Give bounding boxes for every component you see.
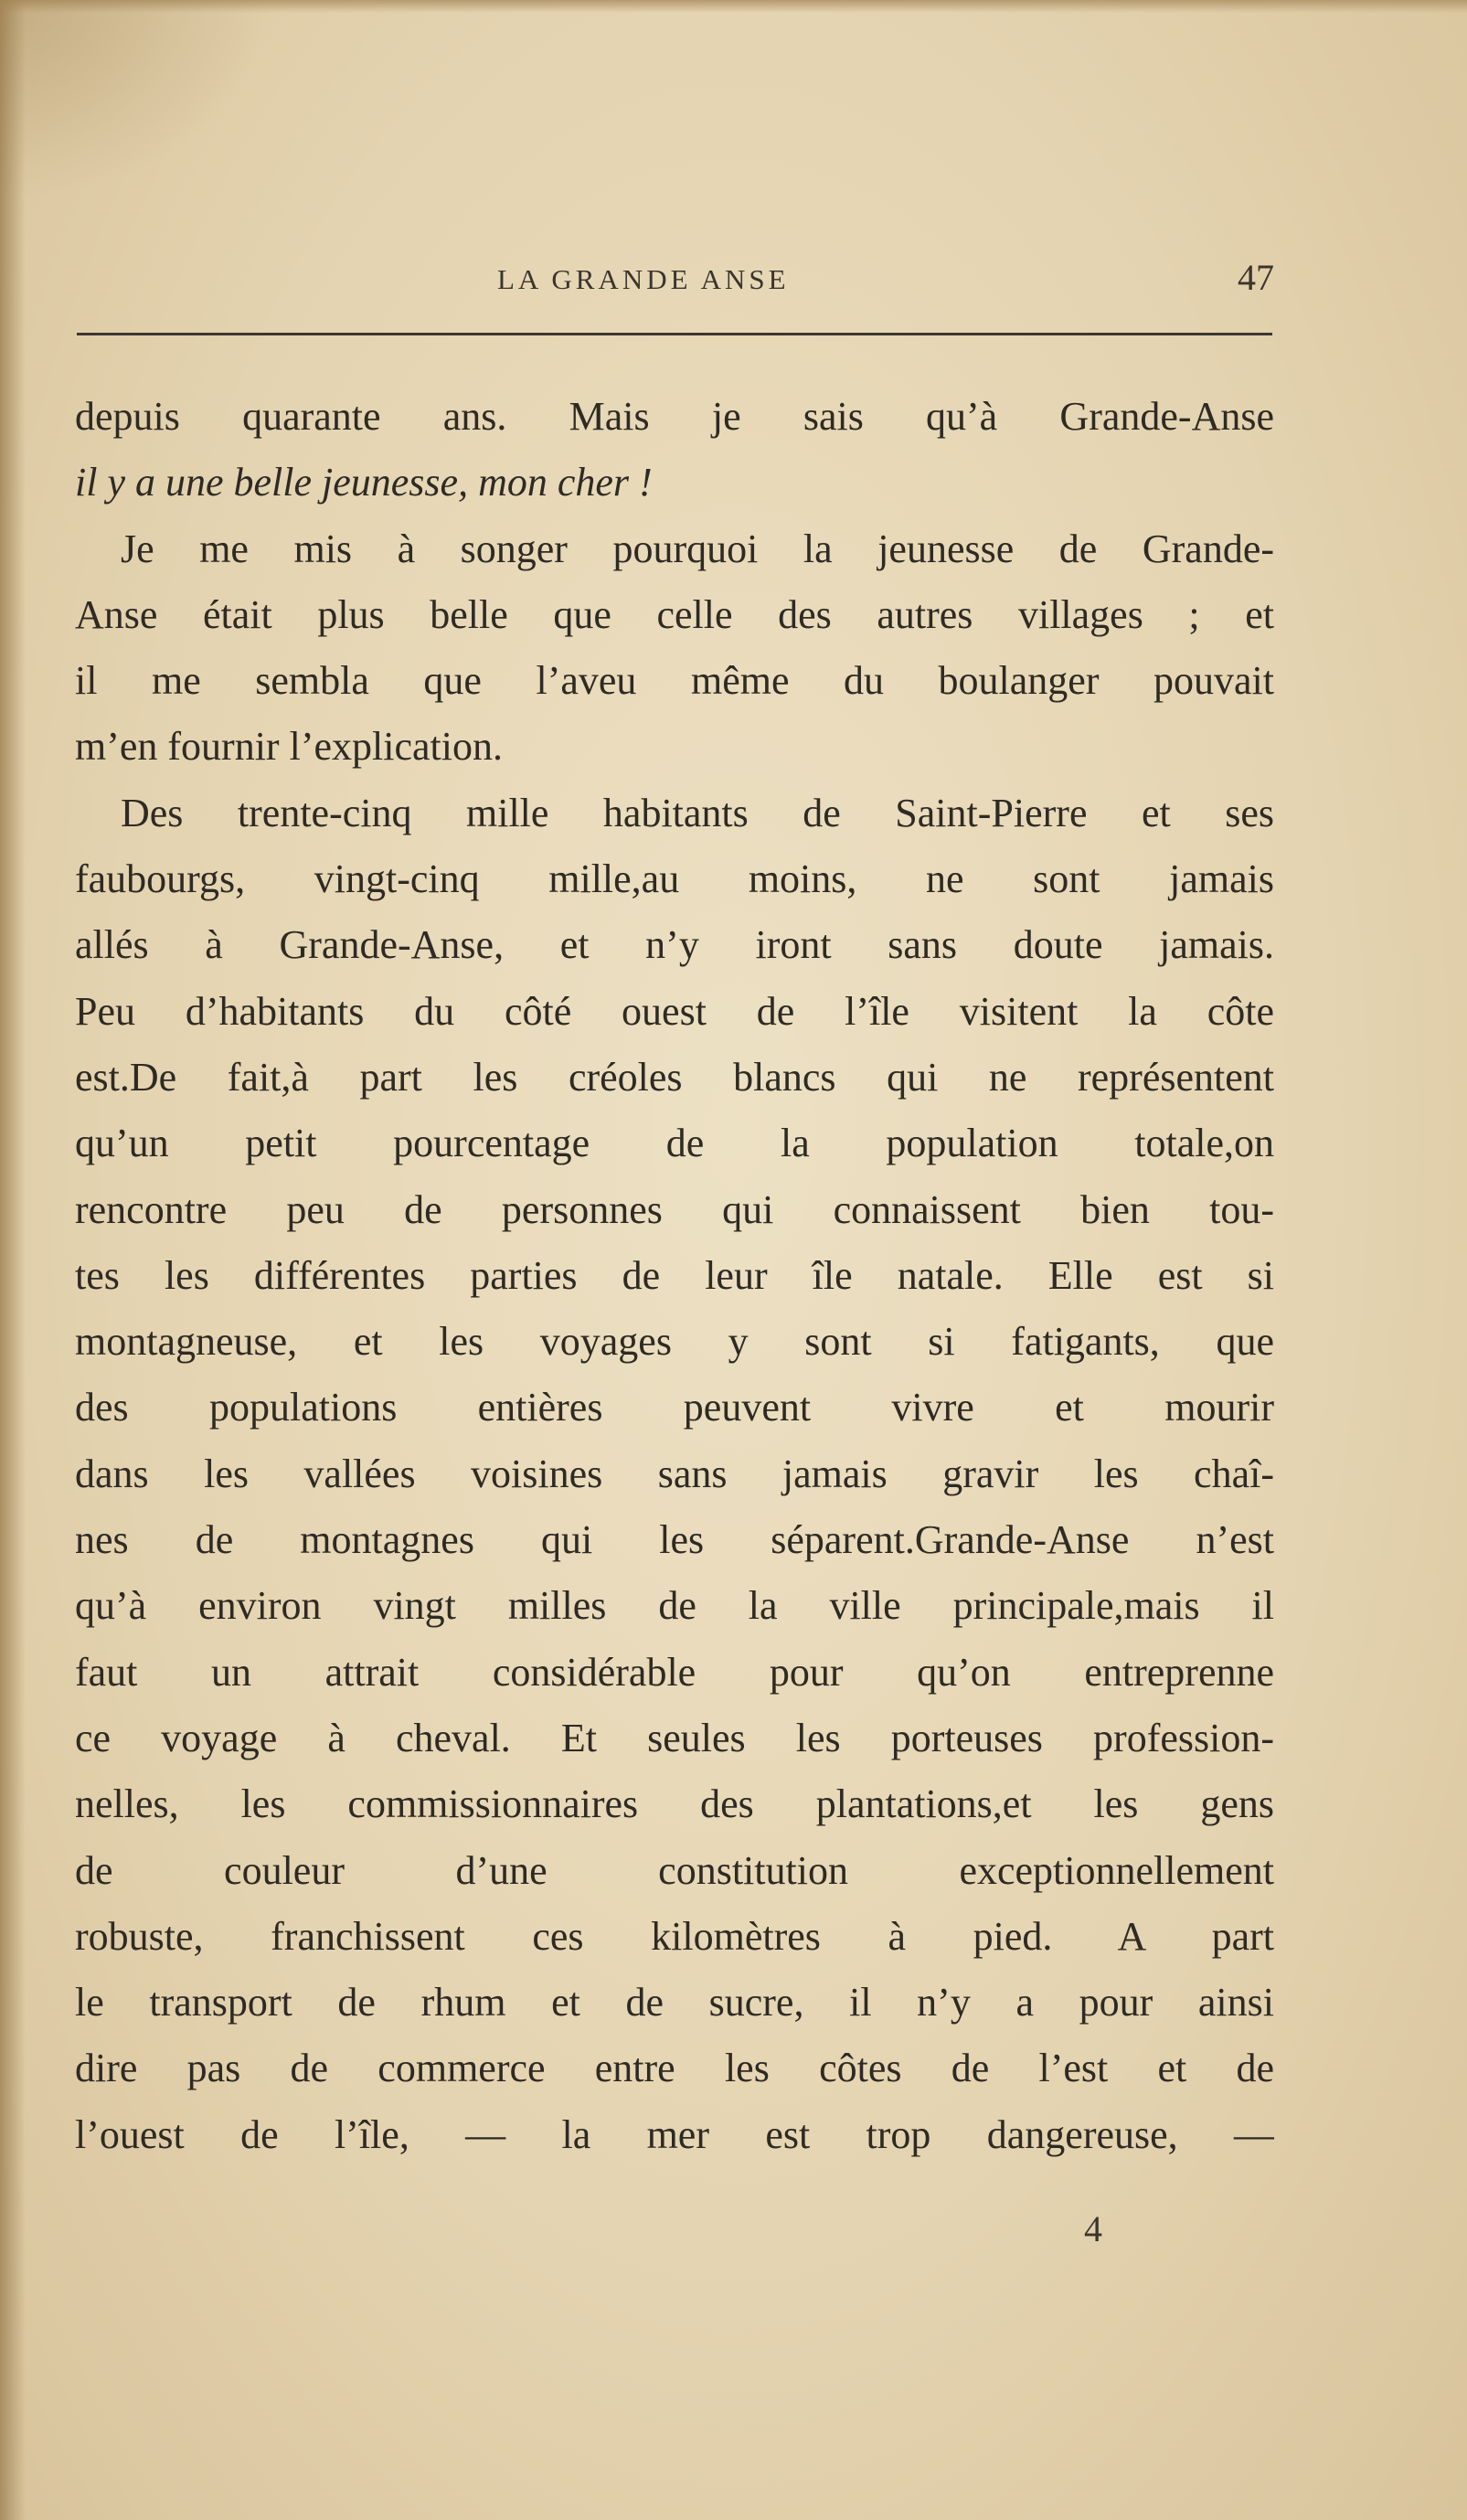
text-line: est.De fait,à part les créoles blancs qui ne représentent [75,1054,1274,1100]
text-line: Peu d’habitants du côté ouest de l’île visitent la côte [75,988,1274,1034]
signature-mark: 4 [1084,2208,1102,2249]
paper-stain [0,0,274,201]
page-left-edge [0,0,26,2520]
text-line: Anse était plus belle que celle des autres villages ; et [75,591,1274,637]
text-line: rencontre peu de personnes qui connaissent bien tou- [75,1186,1274,1232]
text-line: faubourgs, vingt-cinq mille,au moins, ne sont jamais [75,856,1274,902]
text-line: qu’un petit pourcentage de la population totale,on [75,1121,1274,1166]
text-line: Des trente-cinq mille habitants de Saint-Pierre et ses [121,790,1274,835]
header-rule [77,333,1272,335]
text-line: m’en fournir l’explication. [75,724,503,770]
text-line: depuis quarante ans. Mais je sais qu’à Grande-Anse [75,394,1274,439]
body-text [75,384,1274,2168]
text-line: montagneuse, et les voyages y sont si fatigants, que [75,1319,1274,1365]
text-line: des populations entières peuvent vivre et mourir [75,1385,1274,1430]
text-line: nelles, les commissionnaires des plantations,et les gens [75,1781,1274,1827]
text-line: il y a une belle jeunesse, mon cher ! [75,460,653,505]
text-line: nes de montagnes qui les séparent.Grande-Anse n’est [75,1517,1274,1563]
page-number: 47 [1238,257,1274,298]
text-line: ce voyage à cheval. Et seules les porteuses profession- [75,1715,1274,1760]
text-line: robuste, franchissent ces kilomètres à pied. A part [75,1913,1274,1959]
text-line: dans les vallées voisines sans jamais gravir les chaî- [75,1451,1274,1496]
text-line: qu’à environ vingt milles de la ville principale,mais il [75,1583,1274,1629]
text-line: allés à Grande-Anse, et n’y iront sans doute jamais. [75,922,1274,968]
text-line: le transport de rhum et de sucre, il n’y a pour ainsi [75,1980,1274,2026]
running-head [77,256,1274,311]
text-line: faut un attrait considérable pour qu’on entreprenne [75,1649,1274,1695]
text-line: l’ouest de l’île, — la mer est trop dangereuse, — [75,2111,1274,2157]
text-line: il me sembla que l’aveu même du boulanger pouvait [75,658,1274,704]
text-line: dire pas de commerce entre les côtes de l’est et de [75,2046,1274,2091]
text-line: de couleur d’une constitution exceptionnellement [75,1847,1274,1893]
running-title: LA GRANDE ANSE [497,263,790,295]
text-line: Je me mis à songer pourquoi la jeunesse de Grande- [121,526,1274,571]
text-line: tes les différentes parties de leur île natale. Elle est si [75,1252,1274,1298]
